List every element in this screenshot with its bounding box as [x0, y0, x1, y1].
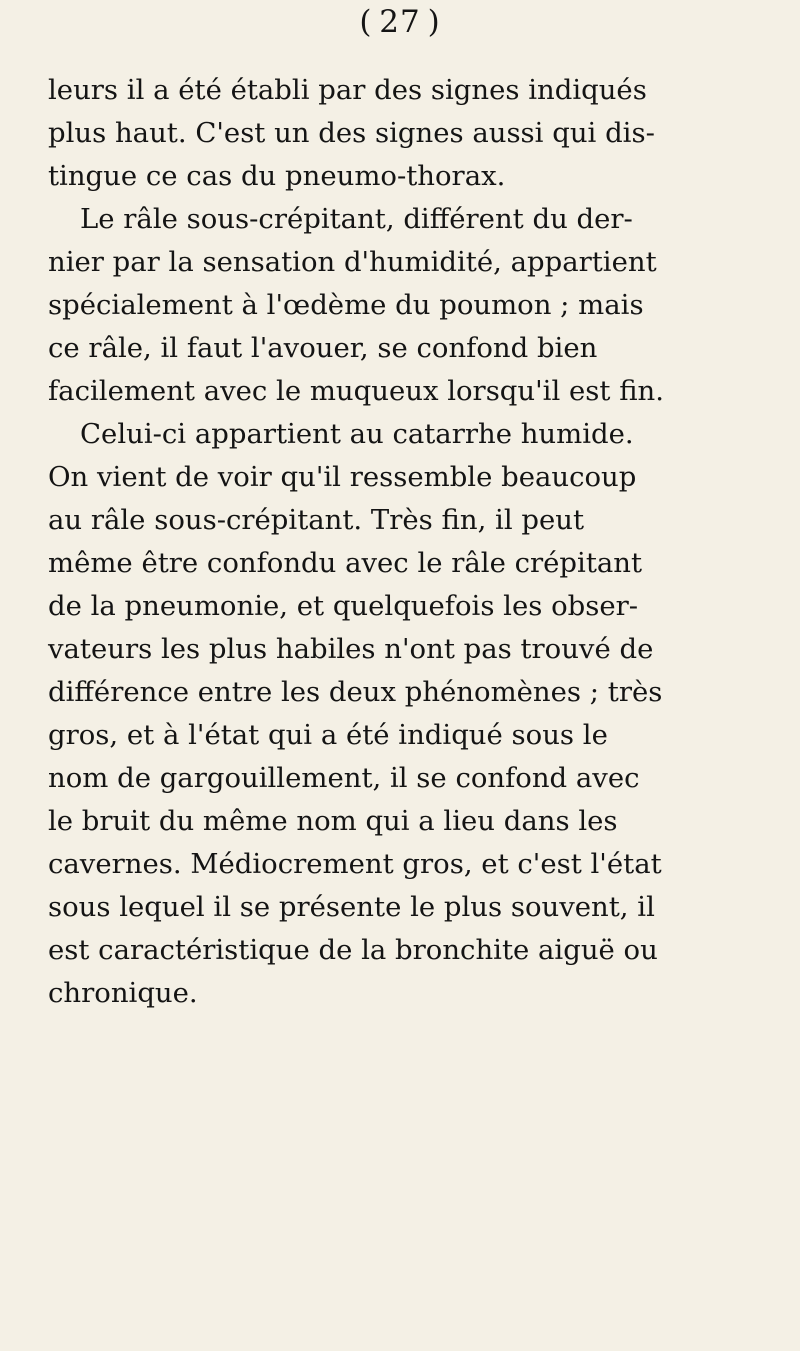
text-line: Le râle sous-crépitant, différent du der-: [80, 203, 633, 235]
text-line: cavernes. Médiocrement gros, et c'est l'état: [48, 848, 662, 880]
text-line: de la pneumonie, et quelquefois les obser-: [48, 590, 639, 622]
text-line: gros, et à l'état qui a été indiqué sous le: [48, 719, 608, 751]
text-line: au râle sous-crépitant. Très fin, il peut: [48, 504, 585, 536]
text-line: plus haut. C'est un des signes aussi qui dis-: [48, 117, 655, 149]
text-line: On vient de voir qu'il ressemble beaucoup: [48, 461, 637, 493]
text-line: tingue ce cas du pneumo-thorax.: [48, 160, 506, 192]
text-line: Celui-ci appartient au catarrhe humide.: [80, 418, 634, 450]
text-line: différence entre les deux phénomènes ; très: [48, 676, 663, 708]
text-line: nom de gargouillement, il se confond avec: [48, 762, 640, 794]
text-line: le bruit du même nom qui a lieu dans les: [48, 805, 618, 837]
text-line: leurs il a été établi par des signes indiqués: [48, 74, 647, 106]
page-number: ( 27 ): [359, 4, 441, 40]
text-line: vateurs les plus habiles n'ont pas trouvé de: [48, 633, 654, 665]
body-text: [48, 69, 788, 1015]
text-line: nier par la sensation d'humidité, appartient: [48, 246, 657, 278]
text-line: même être confondu avec le râle crépitant: [48, 547, 643, 579]
text-line: est caractéristique de la bronchite aiguë ou: [48, 934, 658, 966]
text-line: facilement avec le muqueux lorsqu'il est fin.: [48, 375, 664, 407]
text-line: spécialement à l'œdème du poumon ; mais: [48, 289, 644, 321]
text-line: ce râle, il faut l'avouer, se confond bien: [48, 332, 598, 364]
text-line: chronique.: [48, 977, 198, 1009]
text-line: sous lequel il se présente le plus souvent, il: [48, 891, 655, 923]
